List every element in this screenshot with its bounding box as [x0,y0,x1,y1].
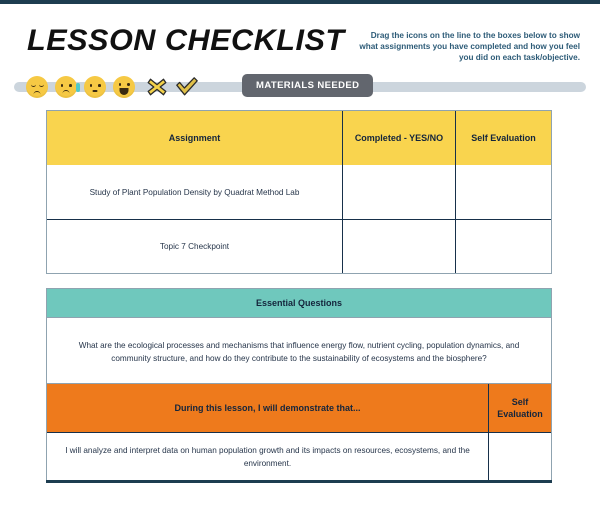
happy-eye-left [119,83,122,86]
assignments-header-row [47,111,551,165]
worried-eye-left [61,84,64,87]
assignment-name-cell: Study of Plant Population Density by Quadrat Method Lab [47,165,343,219]
table-row [47,165,551,219]
assignment-completed-dropzone[interactable] [343,165,456,219]
assignment-name-cell: Topic 7 Checkpoint [47,219,343,273]
sad-eye-right [39,82,44,87]
demonstrate-header-row [47,384,551,433]
neutral-face-icon[interactable] [84,76,106,98]
assignments-header-assignment: Assignment [47,111,343,165]
worried-blush [76,83,80,92]
happy-eye-right [127,83,130,86]
page-header [0,4,600,68]
demonstrate-objective-cell: I will analyze and interpret data on human population growth and its impacts on resources, ecosystems, and the environment. [47,433,489,481]
demonstrate-table [46,383,552,482]
table-row [47,219,551,273]
demonstrate-header-objective: During this lesson, I will demonstrate that... [47,384,489,432]
sad-face-icon[interactable] [26,76,48,98]
essential-questions-block [46,288,552,387]
happy-face-icon[interactable] [113,76,135,98]
sad-mouth [34,91,41,96]
assignment-completed-dropzone[interactable] [343,219,456,273]
bottom-accent-bar [46,480,552,483]
assignments-header-self-evaluation: Self Evaluation [456,111,551,165]
worried-eye-right [69,84,72,87]
neutral-eye-right [98,84,101,87]
cross-mark-icon[interactable] [146,76,168,98]
neutral-eye-left [90,84,93,87]
essential-questions-body: What are the ecological processes and mechanisms that influence energy flow, nutrient cycling, population dynamics, and community structure, and how do they contribute to the sustainability of ecosystems and the biosphere? [47,318,551,386]
materials-needed-badge[interactable]: MATERIALS NEEDED [242,74,373,97]
sad-eye-left [31,82,36,87]
table-row [47,433,551,481]
worried-mouth [63,90,70,95]
assignments-header-completed: Completed - YES/NO [343,111,456,165]
assignment-self-evaluation-dropzone[interactable] [456,219,551,273]
happy-mouth [120,88,129,95]
check-mark-icon[interactable] [175,76,197,98]
assignments-table [46,110,552,274]
essential-questions-header: Essential Questions [47,289,551,318]
page-title: LESSON CHECKLIST [27,24,345,57]
neutral-mouth [93,90,98,92]
demonstrate-self-evaluation-dropzone[interactable] [489,433,551,481]
demonstrate-header-self-evaluation: Self Evaluation [489,384,551,432]
worried-face-icon[interactable] [55,76,77,98]
instructions-text: Drag the icons on the line to the boxes below to show what assignments you have completed and how you feel you did on each task/objective. [359,31,580,62]
assignment-self-evaluation-dropzone[interactable] [456,165,551,219]
